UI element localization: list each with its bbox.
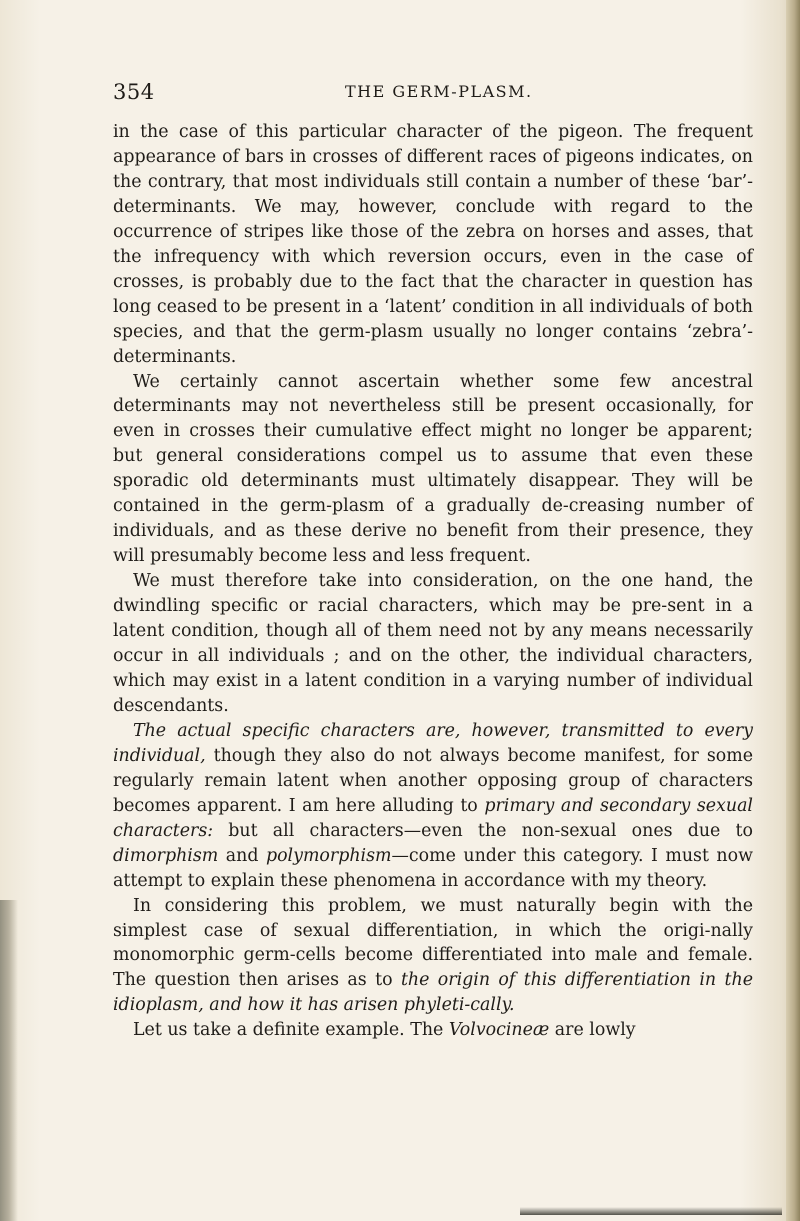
text-run: though they also do not always become manifest, for some regularly remain latent when another opposing group of characters becomes apparent. I am here alluding to xyxy=(113,745,753,816)
text-run: are lowly xyxy=(549,1020,636,1041)
italic-run: the origin of this differentiation in the idioplasm, and how it has arisen phyleti-cally. xyxy=(113,970,753,1016)
text-run: in the case of this particular character of the pigeon. The frequent appearance of bars in crosses of different races of pigeons indicates, on the contrary, that most individuals still contain a number of these ‘bar’-determinants. We may, however, conclude with regard to the occurrence of stripes like those of the zebra on horses and asses, that the infrequency with which reversion occurs, even in the case of crosses, is probably due to the fact that the character in question has long ceased to be present in a ‘latent’ condition in all individuals of both species, and that the germ-plasm usually no longer contains ‘zebra’-determinants. xyxy=(113,122,753,367)
running-title: THE GERM-PLASM. xyxy=(345,82,533,101)
page-edge-bottom xyxy=(520,1207,782,1215)
italic-run: Volvocineæ xyxy=(448,1020,550,1041)
paragraph xyxy=(113,120,753,370)
paragraph xyxy=(113,719,753,894)
paragraph xyxy=(113,894,753,1019)
italic-run: primary and secondary sexual characters: xyxy=(113,795,753,841)
paragraph xyxy=(113,370,753,570)
italic-run: dimorphism xyxy=(113,845,219,866)
text-run: We certainly cannot ascertain whether some few ancestral determinants may not nevertheless still be present occasionally, for even in crosses their cumulative effect might no longer be apparent; but general considerations compel us to assume that even these sporadic old determinants must ultimately disappear. They will be contained in the germ-plasm of a gradually de-creasing number of individuals, and as these derive no benefit from their presence, they will presumably become less and less frequent. xyxy=(113,371,753,567)
text-run: —come under this category. I must now attempt to explain these phenomena in accordance with my theory. xyxy=(113,845,753,891)
text-run: In considering this problem, we must naturally begin with the simplest case of sexual differentiation, in which the origi-nally monomorphic germ-cells become differentiated into male and female. The question then arises as to xyxy=(113,895,753,991)
page-shadow-left xyxy=(0,900,18,1221)
page-number: 354 xyxy=(113,80,155,104)
body-text xyxy=(113,120,753,1043)
italic-run: polymorphism xyxy=(265,845,392,866)
paragraph xyxy=(113,569,753,719)
paragraph xyxy=(113,1018,753,1043)
text-run: and xyxy=(218,845,266,866)
text-run: We must therefore take into consideration, on the one hand, the dwindling specific or racial characters, which may be pre-sent in a latent condition, though all of them need not by any means necessarily occur in all individuals ; and on the other, the individual characters, which may exist in a latent condition in a varying number of individual descendants. xyxy=(113,571,753,716)
text-run: Let us take a definite example. The xyxy=(133,1020,449,1041)
page-header xyxy=(113,80,753,112)
italic-run: The actual specific characters are, however, transmitted to every individual, xyxy=(113,720,753,766)
text-run: but all characters—even the non-sexual ones due to xyxy=(213,820,753,841)
page-edge-right xyxy=(786,0,800,1221)
